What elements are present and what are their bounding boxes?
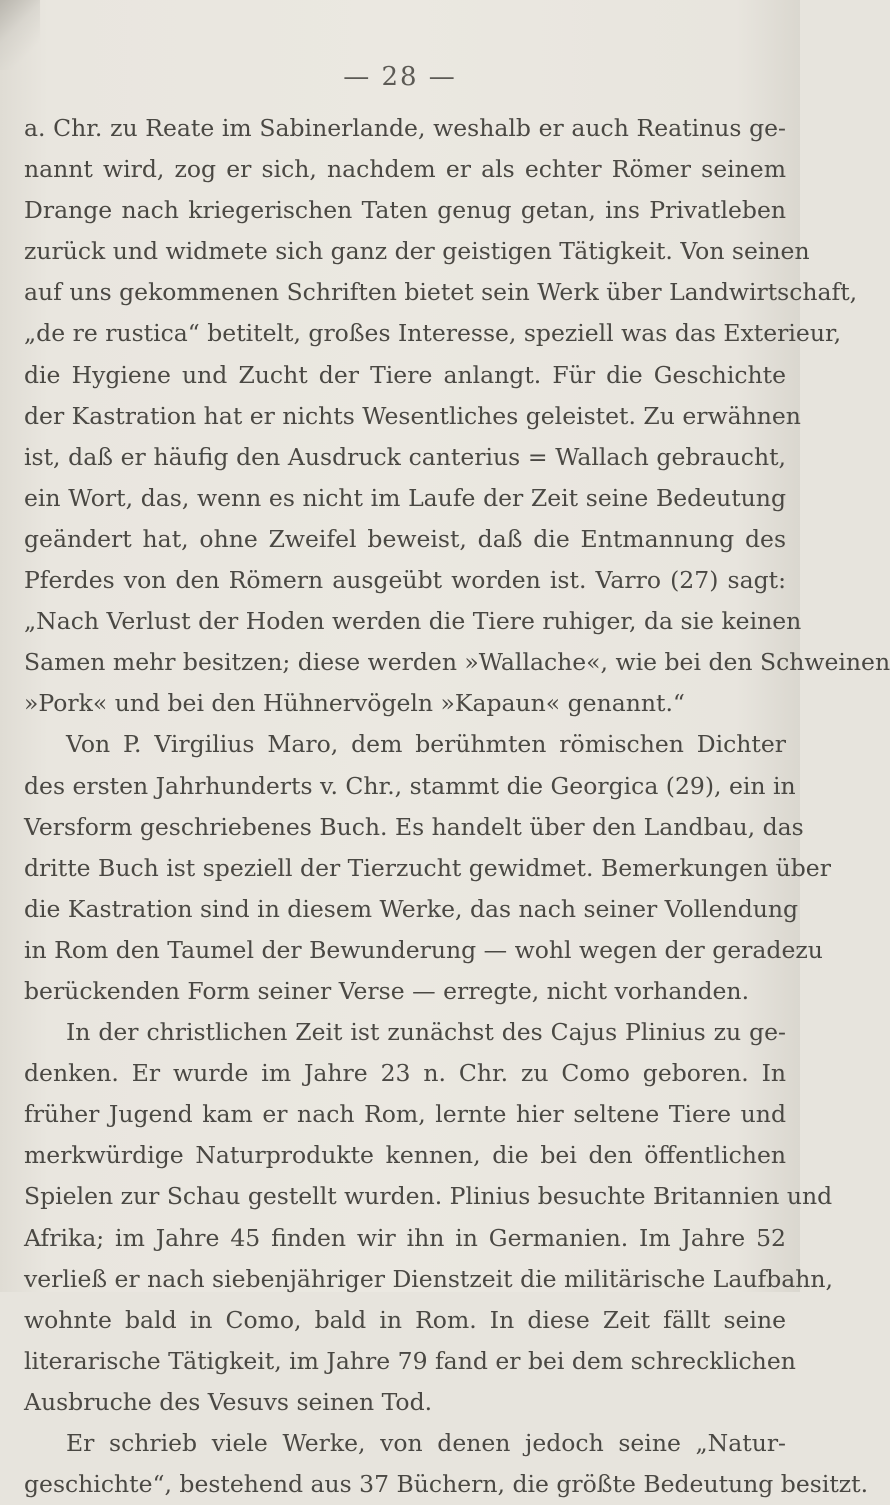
- text-line: Afrika; im Jahre 45 finden wir ihn in Germanien. Im Jahre 52: [24, 1223, 786, 1252]
- text-line: a. Chr. zu Reate im Sabinerlande, weshalb er auch Reatinus ge-: [24, 114, 786, 142]
- text-line: nannt wird, zog er sich, nachdem er als echter Römer seinem: [24, 155, 786, 184]
- text-line: wohnte bald in Como, bald in Rom. In diese Zeit fällt seine: [24, 1305, 786, 1334]
- text-line: zurück und widmete sich ganz der geistigen Tätigkeit. Von seinen: [24, 237, 810, 266]
- text-line: verließ er nach siebenjähriger Dienstzeit die militärische Laufbahn,: [24, 1264, 834, 1293]
- text-line: die Kastration sind in diesem Werke, das nach seiner Vollendung: [24, 894, 799, 923]
- paragraph: [24, 108, 890, 724]
- text-line: Drange nach kriegerischen Taten genug getan, ins Privatleben: [24, 196, 786, 225]
- page-corner-shadow: [0, 0, 40, 70]
- text-line: Ausbruche des Vesuvs seinen Tod.: [24, 1387, 433, 1416]
- text-line: berückenden Form seiner Verse — erregte, nicht vorhanden.: [24, 976, 750, 1005]
- text-line: der Kastration hat er nichts Wesentliches geleistet. Zu erwähnen: [24, 401, 801, 430]
- text-line: auf uns gekommenen Schriften bietet sein Werk über Landwirtschaft,: [24, 278, 858, 307]
- text-line: ist, daß er häufig den Ausdruck canterius = Wallach gebraucht,: [24, 442, 786, 471]
- text-line: Von P. Virgilius Maro, dem berühmten römischen Dichter: [66, 730, 786, 759]
- text-line: geschichte“, bestehend aus 37 Büchern, die größte Bedeutung besitzt.: [24, 1470, 869, 1499]
- text-line: merkwürdige Naturprodukte kennen, die bei den öffentlichen: [24, 1141, 786, 1170]
- text-line: Er schrieb viele Werke, von denen jedoch seine „Natur-: [66, 1429, 786, 1457]
- text-line: literarische Tätigkeit, im Jahre 79 fand er bei dem schrecklichen: [24, 1346, 796, 1375]
- text-line: früher Jugend kam er nach Rom, lernte hier seltene Tiere und: [24, 1100, 786, 1129]
- text-line: denken. Er wurde im Jahre 23 n. Chr. zu Como geboren. In: [24, 1059, 786, 1088]
- text-line: dritte Buch ist speziell der Tierzucht gewidmet. Bemerkungen über: [24, 853, 831, 882]
- page-number: — 28 —: [343, 62, 457, 92]
- text-line: Versform geschriebenes Buch. Es handelt über den Landbau, das: [24, 812, 804, 841]
- text-line: „de re rustica“ betitelt, großes Interesse, speziell was das Exterieur,: [24, 319, 842, 348]
- text-line: geändert hat, ohne Zweifel beweist, daß die Entmannung des: [24, 524, 786, 553]
- text-line: „Nach Verlust der Hoden werden die Tiere ruhiger, da sie keinen: [24, 607, 802, 636]
- text-line: »Pork« und bei den Hühnervögeln »Kapaun« genannt.“: [24, 689, 685, 718]
- paragraph: [24, 1423, 869, 1505]
- text-line: des ersten Jahrhunderts v. Chr., stammt die Georgica (29), ein in: [24, 771, 796, 800]
- text-line: Pferdes von den Römern ausgeübt worden ist. Varro (27) sagt:: [24, 566, 786, 595]
- text-line: Samen mehr besitzen; diese werden »Wallache«, wie bei den Schweinen: [24, 648, 890, 677]
- text-line: in Rom den Taumel der Bewunderung — wohl wegen der geradezu: [24, 935, 823, 964]
- paragraph: [24, 1012, 834, 1423]
- body-text: [24, 108, 890, 1505]
- text-line: die Hygiene und Zucht der Tiere anlangt. Für die Geschichte: [24, 360, 786, 389]
- paragraph: [24, 724, 831, 1012]
- text-line: Spielen zur Schau gestellt wurden. Plinius besuchte Britannien und: [24, 1182, 833, 1211]
- text-line: ein Wort, das, wenn es nicht im Laufe der Zeit seine Bedeutung: [24, 483, 786, 512]
- text-line: In der christlichen Zeit ist zunächst des Cajus Plinius zu ge-: [66, 1018, 786, 1047]
